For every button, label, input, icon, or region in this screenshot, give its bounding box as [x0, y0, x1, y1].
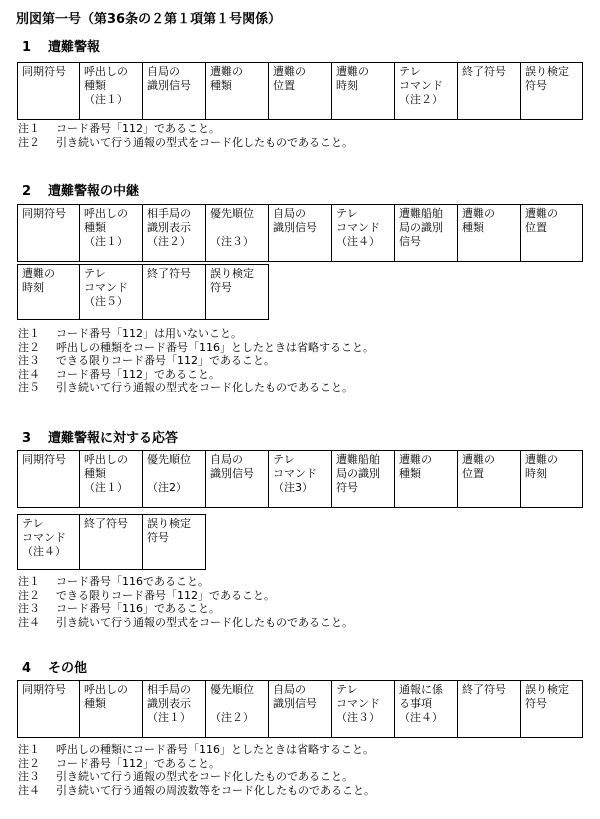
table-cell: 遭難の 種類: [395, 451, 458, 507]
table-cell: 相手局の 識別表示 （注１）: [143, 681, 206, 737]
note-label: 注１: [18, 575, 40, 588]
table-cell: テレ コマンド （注５）: [80, 265, 143, 319]
note-item: [18, 122, 353, 136]
section-1-heading: [22, 36, 100, 55]
section-2-table-row-2: [17, 264, 269, 320]
section-title: 遭難警報に対する応答: [48, 431, 179, 446]
note-text: 呼出しの種類にコード番号「116」としたときは省略すること。: [56, 743, 374, 756]
section-1-table-row-1: [17, 62, 583, 120]
note-item: [18, 368, 374, 382]
section-title: その他: [48, 661, 88, 676]
section-title: 遭難警報の中継: [48, 184, 140, 199]
note-label: 注３: [18, 770, 40, 783]
table-cell: 優先順位 （注３）: [206, 205, 269, 261]
note-item: [18, 341, 374, 355]
table-cell: テレ コマンド （注４）: [332, 205, 395, 261]
note-text: 引き続いて行う通報の型式をコード化したものであること。: [56, 381, 353, 394]
note-text: 引き続いて行う通報の周波数等をコード化したものであること。: [56, 783, 375, 797]
section-4-table-row-1: [17, 680, 583, 738]
note-label: 注４: [18, 367, 40, 381]
table-cell: 優先順位 （注２）: [206, 681, 269, 737]
table-cell: 同期符号: [18, 451, 80, 507]
note-text: できる限りコード番号「112」であること。: [56, 588, 275, 602]
note-item: [18, 602, 353, 616]
note-label: 注２: [18, 135, 40, 149]
table-cell: 呼出しの 種類 （注１）: [80, 451, 143, 507]
note-label: 注４: [18, 615, 40, 629]
section-2-heading: [22, 180, 139, 199]
note-text: コード番号「116」であること。: [56, 602, 220, 615]
table-cell: 遭難の 時刻: [18, 265, 80, 319]
section-3-table-row-2: [17, 514, 206, 570]
table-cell: 誤り検定 符号: [206, 265, 269, 319]
table-cell: テレ コマンド （注２）: [395, 63, 458, 119]
section-number: 4: [22, 661, 32, 676]
table-cell: 相手局の 識別表示 （注２）: [143, 205, 206, 261]
note-item: [18, 743, 375, 757]
note-label: 注１: [18, 122, 40, 135]
note-label: 注２: [18, 756, 40, 770]
section-2-notes: [18, 327, 374, 395]
table-cell: 優先順位 （注2）: [143, 451, 206, 507]
section-number: 3: [22, 431, 32, 446]
section-3-heading: [22, 427, 178, 446]
note-label: 注２: [18, 588, 40, 602]
section-number: 2: [22, 184, 32, 199]
table-cell: 遭難の 位置: [521, 205, 583, 261]
note-item: [18, 575, 353, 589]
table-cell: 終了符号: [458, 63, 521, 119]
table-cell: テレ コマンド （注3）: [269, 451, 332, 507]
note-text: 引き続いて行う通報の型式をコード化したものであること。: [56, 615, 353, 629]
table-cell: 同期符号: [18, 63, 80, 119]
note-item: [18, 354, 374, 368]
section-2-table-row-1: [17, 204, 583, 262]
note-text: できる限りコード番号「112」であること。: [56, 354, 275, 367]
note-label: 注５: [18, 381, 40, 394]
table-cell: 誤り検定 符号: [521, 681, 583, 737]
note-item: [18, 381, 374, 395]
section-4-heading: [22, 657, 87, 676]
table-cell: 遭難の 位置: [458, 451, 521, 507]
table-cell: 呼出しの 種類 （注１）: [80, 205, 143, 261]
table-cell: 自局の 識別信号: [269, 205, 332, 261]
table-cell: 遭難船舶 局の識別 信号: [395, 205, 458, 261]
note-label: 注４: [18, 783, 40, 797]
note-text: コード番号「116であること。: [56, 575, 209, 588]
table-cell: 自局の 識別信号: [269, 681, 332, 737]
table-cell: 同期符号: [18, 681, 80, 737]
note-item: [18, 589, 353, 603]
table-cell: 呼出しの 種類 （注１）: [80, 63, 143, 119]
table-cell: 遭難船舶 局の識別 符号: [332, 451, 395, 507]
note-item: [18, 784, 375, 798]
table-cell: 自局の 識別信号: [206, 451, 269, 507]
section-4-notes: [18, 743, 375, 797]
note-item: [18, 327, 374, 341]
note-text: 引き続いて行う通報の型式をコード化したものであること。: [56, 135, 353, 149]
note-label: 注３: [18, 354, 40, 367]
section-number: 1: [22, 40, 32, 55]
note-label: 注１: [18, 327, 40, 340]
table-cell: テレ コマンド （注４）: [18, 515, 80, 569]
table-cell: 終了符号: [80, 515, 143, 569]
section-3-table-row-1: [17, 450, 583, 508]
section-3-notes: [18, 575, 353, 629]
table-cell: 遭難の 種類: [458, 205, 521, 261]
note-item: [18, 757, 375, 771]
note-text: コード番号「112」であること。: [56, 367, 220, 381]
table-cell: 終了符号: [143, 265, 206, 319]
table-cell: 遭難の 種類: [206, 63, 269, 119]
note-text: コード番号「112」は用いないこと。: [56, 327, 242, 340]
section-1-notes: [18, 122, 353, 149]
table-cell: 自局の 識別信号: [143, 63, 206, 119]
table-cell: 誤り検定 符号: [521, 63, 583, 119]
note-label: 注３: [18, 602, 40, 615]
note-text: コード番号「112」であること。: [56, 122, 220, 135]
table-cell: 通報に係 る事項 （注４）: [395, 681, 458, 737]
note-text: 引き続いて行う通報の型式をコード化したものであること。: [56, 770, 353, 783]
table-cell: 遭難の 時刻: [521, 451, 583, 507]
table-cell: 呼出しの 種類: [80, 681, 143, 737]
note-item: [18, 770, 375, 784]
note-item: [18, 616, 353, 630]
note-text: 呼出しの種類をコード番号「116」としたときは省略すること。: [56, 340, 374, 354]
table-cell: 終了符号: [458, 681, 521, 737]
table-cell: テレ コマンド （注３）: [332, 681, 395, 737]
page-title: 別図第一号（第36条の２第１項第１号関係）: [16, 12, 282, 27]
note-label: 注２: [18, 340, 40, 354]
table-cell: 同期符号: [18, 205, 80, 261]
table-cell: 遭難の 時刻: [332, 63, 395, 119]
note-text: コード番号「112」であること。: [56, 756, 220, 770]
note-item: [18, 136, 353, 150]
note-label: 注１: [18, 743, 40, 756]
section-title: 遭難警報: [48, 40, 101, 55]
table-cell: 誤り検定 符号: [143, 515, 206, 569]
table-cell: 遭難の 位置: [269, 63, 332, 119]
